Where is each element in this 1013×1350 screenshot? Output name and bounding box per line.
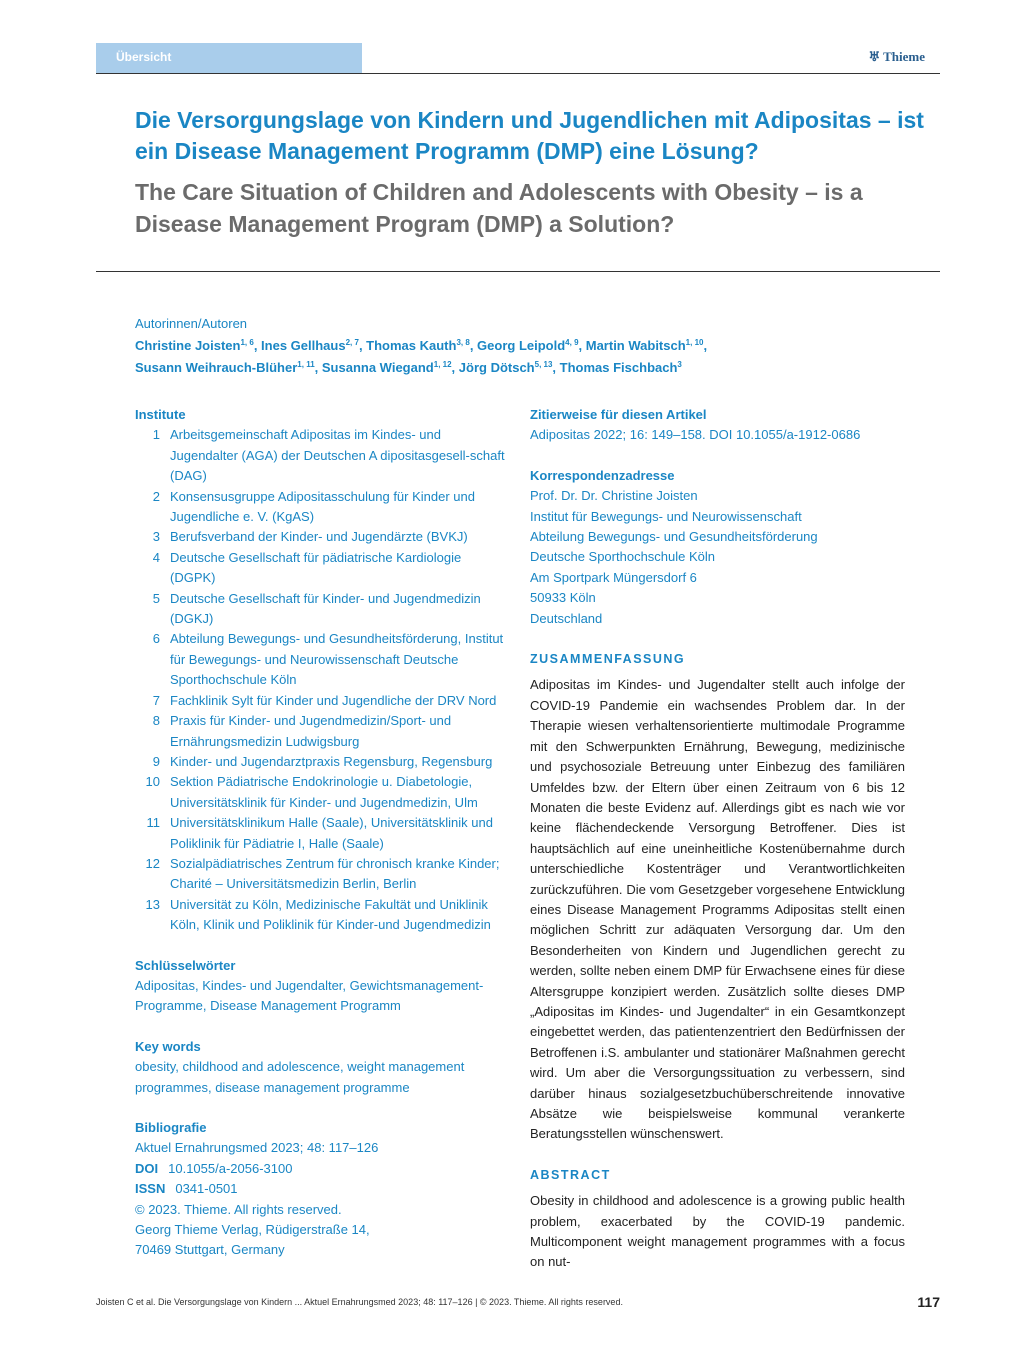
author-affiliation: 5, 13 — [534, 360, 553, 369]
author-name: Susann Weihrauch-Blüher — [135, 360, 298, 375]
correspondence-line: Am Sportpark Müngersdorf 6 — [530, 569, 697, 585]
institute-text: Konsensusgruppe Adipositasschulung für Kinder und Jugendliche e. V. (KgAS) — [170, 488, 475, 525]
issn-value: 0341-0501 — [175, 1181, 238, 1197]
institute-item — [135, 711, 510, 752]
zusammenfassung-label: ZUSAMMENFASSUNG — [530, 652, 686, 667]
author-affiliation: 3, 8 — [456, 338, 470, 347]
bibliography-label: Bibliografie — [135, 1120, 207, 1135]
footer-citation: Joisten C et al. Die Versorgungslage von Kindern ... Aktuel Ernahrungsmed 2023; 48: 117–126 | © 2023. Thieme. All rights reserved. — [96, 1297, 623, 1307]
correspondence-line: 50933 Köln — [530, 590, 596, 606]
bibliography-address-1: Georg Thieme Verlag, Rüdigerstraße 14, — [135, 1222, 370, 1238]
correspondence-line: Abteilung Bewegungs- und Gesundheitsförderung — [530, 529, 818, 545]
institute-text: Sektion Pädiatrische Endokrinologie u. Diabetologie, Universitätsklinik für Kinder- und Jugendmedizin, Ulm — [170, 774, 478, 810]
author-name: Susanna Wiegand — [321, 360, 434, 375]
abstract-label: ABSTRACT — [530, 1167, 611, 1182]
zusammenfassung-text: Adipositas im Kindes- und Jugendalter stellt auch infolge der COVID-19 Pandemie ein wachsendes Problem dar. In der Therapie wiesen verhaltensorientierte multimodale Programme mit den Schwerpunkten Ernährung, Bewegung, medizinische und psychosoziale Betreuung unter Einbezug des familiären Umfeldes bzw. der Eltern über einen Zeitraum von 6 bis 12 Monaten die beste Evidenz auf. Allerdings gibt es nach wie vor keine flächendeckende Versorgung Betroffener. Dies ist hauptsächlich auf eine uneinheitliche Kostenübernahme durch unterschiedliche Kostenträger und Verantwortlichkeiten zurückzuführen. Die vom Gesetzgeber vorgesehene Entwicklung eines Disease Management Programms Adipositas stellt einen möglichen Schritt zur adäquaten Versorgung dar. Um den Besonderheiten von Kindern und Jugendlichen gerecht zu werden, sollte neben einem DMP für Erwachsene eines für diese Altersgruppe konzipiert werden. Zusätzlich sollte dieses DMP „Adipositas im Kindes- und Jugendalter“ in ein Gesamtkonzept eingebettet werden, das patientenzentriert den Bedürfnissen der Betroffenen i.S. ambulanter und stationärer Maßnahmen gerecht wird. Um aber die Versorgungssituation zu verbessern, sind darüber hinaus sozialgesetzbuchüberschreitende innovative Absätze wie beispielsweise kommunal verankerte Beratungsstellen wünschenswert. — [530, 677, 905, 1142]
institute-number: 5 — [152, 590, 160, 606]
keywords-en-block — [135, 1037, 510, 1098]
authors-block — [135, 314, 915, 377]
author-affiliation: 3 — [677, 360, 682, 369]
correspondence-label: Korrespondenzadresse — [530, 467, 675, 483]
abstract-text: Obesity in childhood and adolescence is a growing public health problem, exacerbated by the COVID-19 pandemic. Multicomponent weight management programmes with a focus on nut- — [530, 1193, 905, 1270]
institute-item — [135, 527, 510, 547]
institute-number: 7 — [152, 692, 160, 708]
institute-item — [135, 425, 510, 486]
institute-text: Deutsche Gesellschaft für pädiatrische Kardiologie (DGPK) — [170, 549, 462, 586]
author-name: Martin Wabitsch — [585, 338, 686, 353]
doi-label: DOI — [135, 1160, 159, 1176]
institute-item — [135, 589, 510, 630]
institute-number: 10 — [145, 774, 160, 790]
institute-text: Sozialpädiatrisches Zentrum für chronisch kranke Kinder; Charité – Universitätsmedizin Berlin, Berlin — [170, 855, 500, 892]
institute-text: Abteilung Bewegungs- und Gesundheitsförderung, Institut für Bewegungs- und Neurowissenschaft Deutsche Sporthochschule Köln — [170, 631, 504, 688]
author-name: Jörg Dötsch — [458, 360, 535, 375]
institute-text: Praxis für Kinder- und Jugendmedizin/Sport- und Ernährungsmedizin Ludwigsburg — [170, 713, 452, 749]
citation-label: Zitierweise für diesen Artikel — [530, 407, 707, 422]
institute-number: 1 — [152, 427, 160, 443]
institutes-list — [135, 425, 510, 935]
institute-number: 4 — [152, 549, 160, 565]
author-affiliation: 1, 6 — [240, 338, 254, 347]
header-divider — [96, 73, 940, 74]
bibliography-block — [135, 1118, 510, 1261]
institute-item — [135, 752, 510, 772]
institutes-label: Institute — [135, 407, 186, 422]
bibliography-doi — [135, 1159, 510, 1179]
bibliography-issn — [135, 1179, 510, 1199]
title-divider — [96, 271, 940, 272]
institute-item — [135, 629, 510, 690]
page-number: 117 — [917, 1294, 940, 1310]
author-name: Thomas Fischbach — [559, 360, 678, 375]
citation-text: Adipositas 2022; 16: 149–158. DOI 10.1055/a-1912-0686 — [530, 427, 861, 443]
institute-text: Berufsverband der Kinder- und Jugendärzte (BVKJ) — [170, 529, 468, 545]
bibliography-journal: Aktuel Ernahrungsmed 2023; 48: 117–126 — [135, 1140, 379, 1156]
institute-text: Arbeitsgemeinschaft Adipositas im Kindes- und Jugendalter (AGA) der Deutschen A dipositasgesell-schaft (DAG) — [170, 427, 505, 484]
institute-number: 2 — [152, 488, 160, 504]
institute-text: Universitätsklinikum Halle (Saale), Universitätsklinik und Poliklinik für Pädiatrie I, Halle (Saale) — [170, 815, 493, 851]
author-affiliation: 1, 10 — [685, 338, 704, 347]
institute-item — [135, 895, 510, 936]
keywords-de-label: Schlüsselwörter — [135, 957, 236, 973]
institute-number: 6 — [152, 631, 160, 647]
institute-item — [135, 487, 510, 528]
institute-text: Kinder- und Jugendarztpraxis Regensburg, Regensburg — [170, 753, 493, 769]
correspondence-line: Deutschland — [530, 610, 603, 626]
institute-number: 9 — [152, 753, 160, 769]
bibliography-address-2: 70469 Stuttgart, Germany — [135, 1242, 285, 1258]
correspondence-line: Deutsche Sporthochschule Köln — [530, 549, 716, 565]
institute-item — [135, 548, 510, 589]
doi-value: 10.1055/a-2056-3100 — [168, 1160, 293, 1176]
publisher-name: Thieme — [883, 49, 925, 64]
correspondence-block — [530, 466, 905, 629]
author-name: Georg Leipold — [477, 338, 566, 353]
institute-item — [135, 772, 510, 813]
institute-item — [135, 691, 510, 711]
thieme-logo-icon: ♅ — [868, 49, 881, 64]
institute-number: 11 — [146, 815, 160, 831]
institute-item — [135, 854, 510, 895]
keywords-de-block — [135, 956, 510, 1017]
author-name: Christine Joisten — [135, 338, 241, 353]
article-title-german: Die Versorgungslage von Kindern und Jugendlichen mit Adipositas – ist ein Disease Management Programm (DMP) eine Lösung? — [135, 107, 924, 164]
bibliography-copyright: © 2023. Thieme. All rights reserved. — [135, 1201, 342, 1217]
left-column — [135, 405, 510, 1261]
keywords-de-text: Adipositas, Kindes- und Jugendalter, Gewichtsmanagement-Programme, Disease Management Programm — [135, 977, 484, 1014]
institute-number: 3 — [152, 529, 160, 545]
publisher-logo — [868, 49, 925, 65]
right-column — [530, 405, 905, 1273]
correspondence-line: Prof. Dr. Dr. Christine Joisten — [530, 488, 698, 504]
institute-text: Universität zu Köln, Medizinische Fakultät und Uniklinik Köln, Klinik und Poliklinik für Kinder-und Jugendmedizin — [170, 896, 491, 933]
institute-number: 8 — [152, 713, 160, 729]
institute-number: 12 — [145, 855, 160, 871]
author-affiliation: 4, 9 — [565, 338, 579, 347]
article-title-english: The Care Situation of Children and Adolescents with Obesity – is a Disease Management Program (DMP) a Solution? — [135, 179, 863, 237]
keywords-en-text: obesity, childhood and adolescence, weight management programmes, disease management programme — [135, 1059, 465, 1095]
institute-item — [135, 813, 510, 854]
keywords-en-label: Key words — [135, 1038, 201, 1054]
authors-label: Autorinnen/Autoren — [135, 316, 248, 331]
section-label: Übersicht — [96, 43, 362, 73]
issn-label: ISSN — [135, 1181, 166, 1197]
author-list: Christine Joisten$^{1, 6}$, Ines Gellhaus$^{2, 7}$, Thomas Kauth$^{3, 8}$, Georg Leipold$^{4, 9}$, Martin Wabitsch$^{1, 10}$, Susann Weihrauch-Blüher$^{1, 11}$, Susanna Wiegand$^{1, 12}$, Jörg Dötsch$^{5, 13}$, Thomas Fischbach$^3$ — [135, 338, 708, 375]
institute-text: Deutsche Gesellschaft für Kinder- und Jugendmedizin (DGKJ) — [170, 590, 481, 627]
correspondence-line: Institut für Bewegungs- und Neurowissenschaft — [530, 508, 802, 524]
author-affiliation: 1, 12 — [433, 360, 452, 369]
author-affiliation: 1, 11 — [297, 360, 315, 369]
author-name: Thomas Kauth — [366, 338, 457, 353]
author-affiliation: 2, 7 — [345, 338, 359, 347]
institute-text: Fachklinik Sylt für Kinder und Jugendliche der DRV Nord — [170, 692, 497, 708]
author-name: Ines Gellhaus — [261, 338, 346, 353]
institute-number: 13 — [145, 896, 160, 912]
